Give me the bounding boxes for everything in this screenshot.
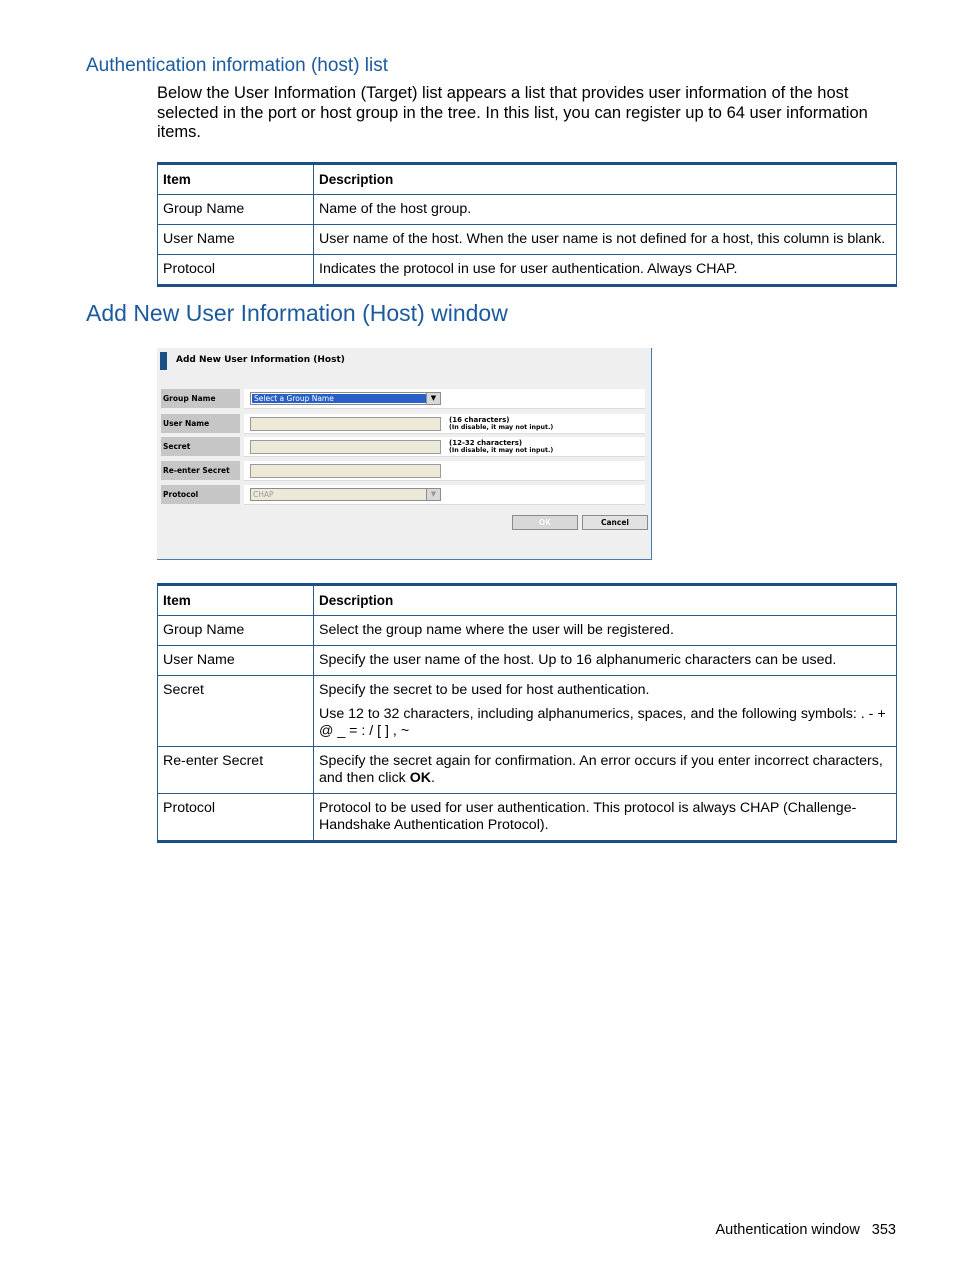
table-row <box>158 195 897 225</box>
user-name-hint-subtext: (In disable, it may not input.) <box>449 424 554 431</box>
page-footer <box>716 1222 897 1238</box>
group-name-selected-value: Select a Group Name <box>252 394 426 403</box>
table-row <box>158 616 897 646</box>
chevron-down-icon[interactable]: ▼ <box>426 393 440 404</box>
row-description-end: . <box>430 770 435 786</box>
table-row <box>158 225 897 255</box>
row-description: Protocol to be used for user authentication. This protocol is always CHAP (Challenge-Handshake Authentication Protocol). <box>314 794 897 842</box>
group-name-cell <box>244 389 645 409</box>
header-item: Item <box>158 164 314 195</box>
user-name-hint <box>449 416 553 432</box>
row-description: Name of the host group. <box>314 195 897 225</box>
user-name-label: User Name <box>161 414 240 433</box>
row-description-para: Use 12 to 32 characters, including alphanumerics, spaces, and the following symbols: . - + @ _ = : / [ ] , ~ <box>319 706 886 739</box>
table-row <box>158 676 897 747</box>
reenter-secret-row <box>161 461 645 481</box>
row-item: Re-enter Secret <box>158 747 314 794</box>
secret-hint-subtext: (In disable, it may not input.) <box>449 447 554 454</box>
intro-paragraph: Below the User Information (Target) list appears a list that provides user information of the host selected in the port or host group in the tree. In this list, you can register up to 64 user information items. <box>157 84 868 141</box>
secret-label: Secret <box>161 437 240 456</box>
user-name-hint-text: (16 characters) <box>449 416 510 424</box>
user-name-cell <box>244 414 645 434</box>
table-header-row <box>158 164 897 195</box>
row-item: User Name <box>158 646 314 676</box>
row-description <box>314 676 897 747</box>
protocol-row <box>161 485 645 505</box>
reenter-secret-input[interactable] <box>250 464 441 478</box>
row-description <box>314 747 897 794</box>
row-item: Secret <box>158 676 314 747</box>
header-description: Description <box>314 164 897 195</box>
row-description: Indicates the protocol in use for user authentication. Always CHAP. <box>314 255 897 286</box>
row-item: Group Name <box>158 195 314 225</box>
header-item: Item <box>158 585 314 616</box>
row-description-text: Specify the secret again for confirmation. An error occurs if you enter incorrect characters, and then click <box>319 753 883 786</box>
group-name-label: Group Name <box>161 389 240 408</box>
row-item: Group Name <box>158 616 314 646</box>
table-row <box>158 794 897 842</box>
row-description-para: Specify the secret to be used for host authentication. <box>319 682 650 698</box>
group-name-row <box>161 389 645 409</box>
chevron-down-icon[interactable]: ▼ <box>426 489 440 500</box>
section-heading-auth-list: Authentication information (host) list <box>86 55 389 76</box>
page-number: 353 <box>871 1222 896 1238</box>
table-header-row <box>158 585 897 616</box>
secret-input[interactable] <box>250 440 441 454</box>
cancel-button[interactable]: Cancel <box>582 515 648 530</box>
auth-list-table <box>157 162 897 287</box>
reenter-secret-cell <box>244 461 645 481</box>
protocol-label: Protocol <box>161 485 240 504</box>
table-row <box>158 646 897 676</box>
group-name-select[interactable] <box>250 392 441 405</box>
header-description: Description <box>314 585 897 616</box>
window-title: Add New User Information (Host) <box>176 355 345 365</box>
user-name-input[interactable] <box>250 417 441 431</box>
ok-emphasis: OK <box>409 770 431 786</box>
protocol-selected-value: CHAP <box>253 490 274 499</box>
protocol-cell <box>244 485 645 505</box>
add-user-window-screenshot <box>157 348 652 560</box>
footer-section-name: Authentication window <box>715 1222 860 1238</box>
row-description: Specify the user name of the host. Up to 16 alphanumeric characters can be used. <box>314 646 897 676</box>
secret-cell <box>244 437 645 457</box>
title-accent-bar <box>160 352 167 370</box>
row-description: Select the group name where the user will be registered. <box>314 616 897 646</box>
table-row <box>158 255 897 286</box>
user-name-row <box>161 414 645 434</box>
protocol-select[interactable] <box>250 488 441 501</box>
ok-button[interactable]: OK <box>512 515 578 530</box>
row-item: Protocol <box>158 255 314 286</box>
row-item: Protocol <box>158 794 314 842</box>
reenter-secret-label: Re-enter Secret <box>161 461 240 480</box>
add-user-window-table <box>157 583 897 843</box>
secret-hint-text: (12-32 characters) <box>449 439 523 447</box>
row-description: User name of the host. When the user name is not defined for a host, this column is blank. <box>314 225 897 255</box>
table-row <box>158 747 897 794</box>
secret-hint <box>449 439 553 455</box>
row-item: User Name <box>158 225 314 255</box>
section-heading-add-user-window: Add New User Information (Host) window <box>86 300 508 326</box>
secret-row <box>161 437 645 457</box>
